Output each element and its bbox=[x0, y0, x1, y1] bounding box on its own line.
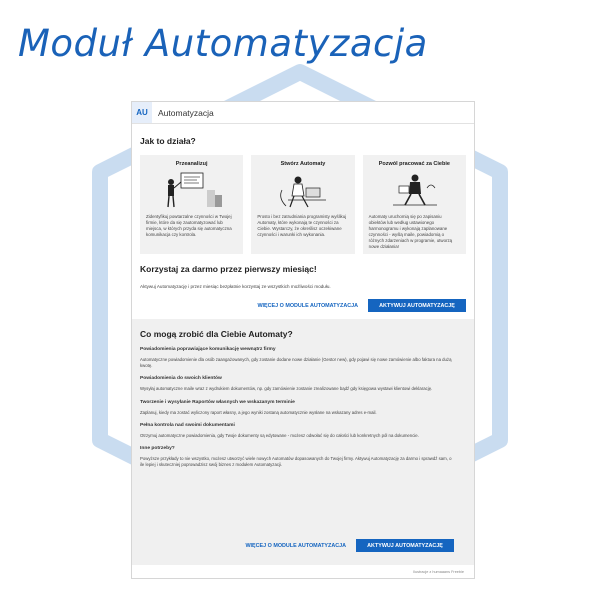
window-title: Automatyzacja bbox=[158, 107, 214, 118]
how-it-works-section bbox=[132, 124, 474, 254]
window-titlebar bbox=[132, 102, 474, 124]
feature-title: Tworzenie i wysyłanie Raportów własnych we wskazanym terminie bbox=[140, 399, 295, 405]
more-about-module-link-bottom[interactable]: WIĘCEJ O MODULE AUTOMATYZACJA bbox=[245, 542, 346, 549]
feature-title: Powiadomienia poprawiające komunikację wewnątrz firmy bbox=[140, 347, 276, 352]
features-heading: Co mogą zrobić dla Ciebie Automaty? bbox=[140, 329, 293, 339]
feature-title: Inne potrzeby? bbox=[140, 446, 175, 452]
card-analyze bbox=[140, 155, 243, 254]
feature-description: Powyższe przykłady to nie wszystko, możesz utworzyć wiele nowych Automatów dopasowanych do Twojej firmy. Aktywuj Automatyzację za darmo i sprawdź sam, o ile lepiej i skuteczniej poprowadzisz swój biznes z modułem Automatyzacji. bbox=[140, 456, 452, 468]
promo-title: Korzystaj za darmo przez pierwszy miesiąc! bbox=[140, 264, 317, 274]
activate-automation-button-bottom[interactable]: AKTYWUJ AUTOMATYZACJĘ bbox=[356, 539, 454, 552]
card-description: Automaty uruchomią się po zapisaniu obiektów lub według ustawionego harmonogramu i wykonają zaplanowane czynności - wyślą maile, powiadomią o różnych zdarzeniach w programie, utworzą nowe działania! bbox=[368, 214, 453, 249]
card-description: Zidentyfikuj powtarzalne czynności w Twojej firmie, które da się zautomatyzować lub miejsca, w których przyda się automatyczna komunikacja czy kontrola. bbox=[146, 214, 232, 237]
card-create bbox=[251, 155, 354, 254]
feature-description: Zaplanuj, kiedy ma zostać wyliczony raport własny, a jego wyniki zostaną automatycznie wysłane na wskazany adres e-mail. bbox=[140, 409, 377, 415]
module-window bbox=[131, 101, 475, 579]
feature-title: Pełna kontrola nad swoimi dokumentami bbox=[140, 422, 235, 428]
analyze-illustration bbox=[146, 169, 237, 211]
features-section bbox=[132, 319, 474, 565]
illustration-credit: Ilustracje z humaaans Freebie bbox=[413, 570, 464, 574]
more-about-module-link[interactable]: WIĘCEJ O MODULE AUTOMATYZACJA bbox=[257, 302, 358, 309]
card-title: Przeanalizuj bbox=[175, 161, 208, 167]
relax-illustration bbox=[369, 169, 460, 211]
card-relax bbox=[363, 155, 466, 254]
feature-description: Automatyczne powiadomienie dla osób zaangażowanych, gdy zostanie dodane nowe działanie (Gestor new), gdy pojawi się nowe zamówienie albo faktura na dużą kwotę. bbox=[140, 357, 452, 369]
how-heading: Jak to działa? bbox=[140, 136, 196, 146]
feature-item bbox=[140, 446, 466, 468]
feature-description: Wysyłaj automatyczne maile wraz z wydrukiem dokumentów, np. gdy zamówienie zostanie zrealizowane bądź gdy księgowa wystawi klientowi deklarację. bbox=[140, 386, 433, 392]
page-title: Moduł Automatyzacja bbox=[18, 22, 428, 65]
card-title: Stwórz Automaty bbox=[280, 161, 326, 167]
promo-section bbox=[132, 254, 474, 312]
create-illustration bbox=[257, 169, 348, 211]
feature-item bbox=[140, 400, 466, 416]
card-description: Prosto i bez zatrudniania programisty wyślikuj Automaty, które wykonają te czynności za Ciebie. Wystarczy, że określisz oczekiwane czynności i warunki ich wykonania. bbox=[257, 214, 347, 237]
feature-item bbox=[140, 423, 466, 439]
feature-title: Powiadomienia do swoich klientów bbox=[140, 376, 222, 382]
promo-text: Aktywuj Automatyzację i przez miesiąc bezpłatnie korzystaj ze wszystkich możliwości modułu. bbox=[140, 284, 331, 289]
activate-automation-button[interactable]: AKTYWUJ AUTOMATYZACJĘ bbox=[368, 299, 466, 312]
feature-item bbox=[140, 376, 466, 392]
module-logo: AU bbox=[132, 102, 152, 123]
feature-item bbox=[140, 347, 466, 369]
card-title: Pozwól pracować za Ciebie bbox=[378, 161, 450, 167]
feature-description: Otrzymuj automatyczne powiadomienia, gdy Twoje dokumenty są edytowane - możesz odwołać się do całości lub konkretnych pól na dokumencie. bbox=[140, 432, 419, 438]
